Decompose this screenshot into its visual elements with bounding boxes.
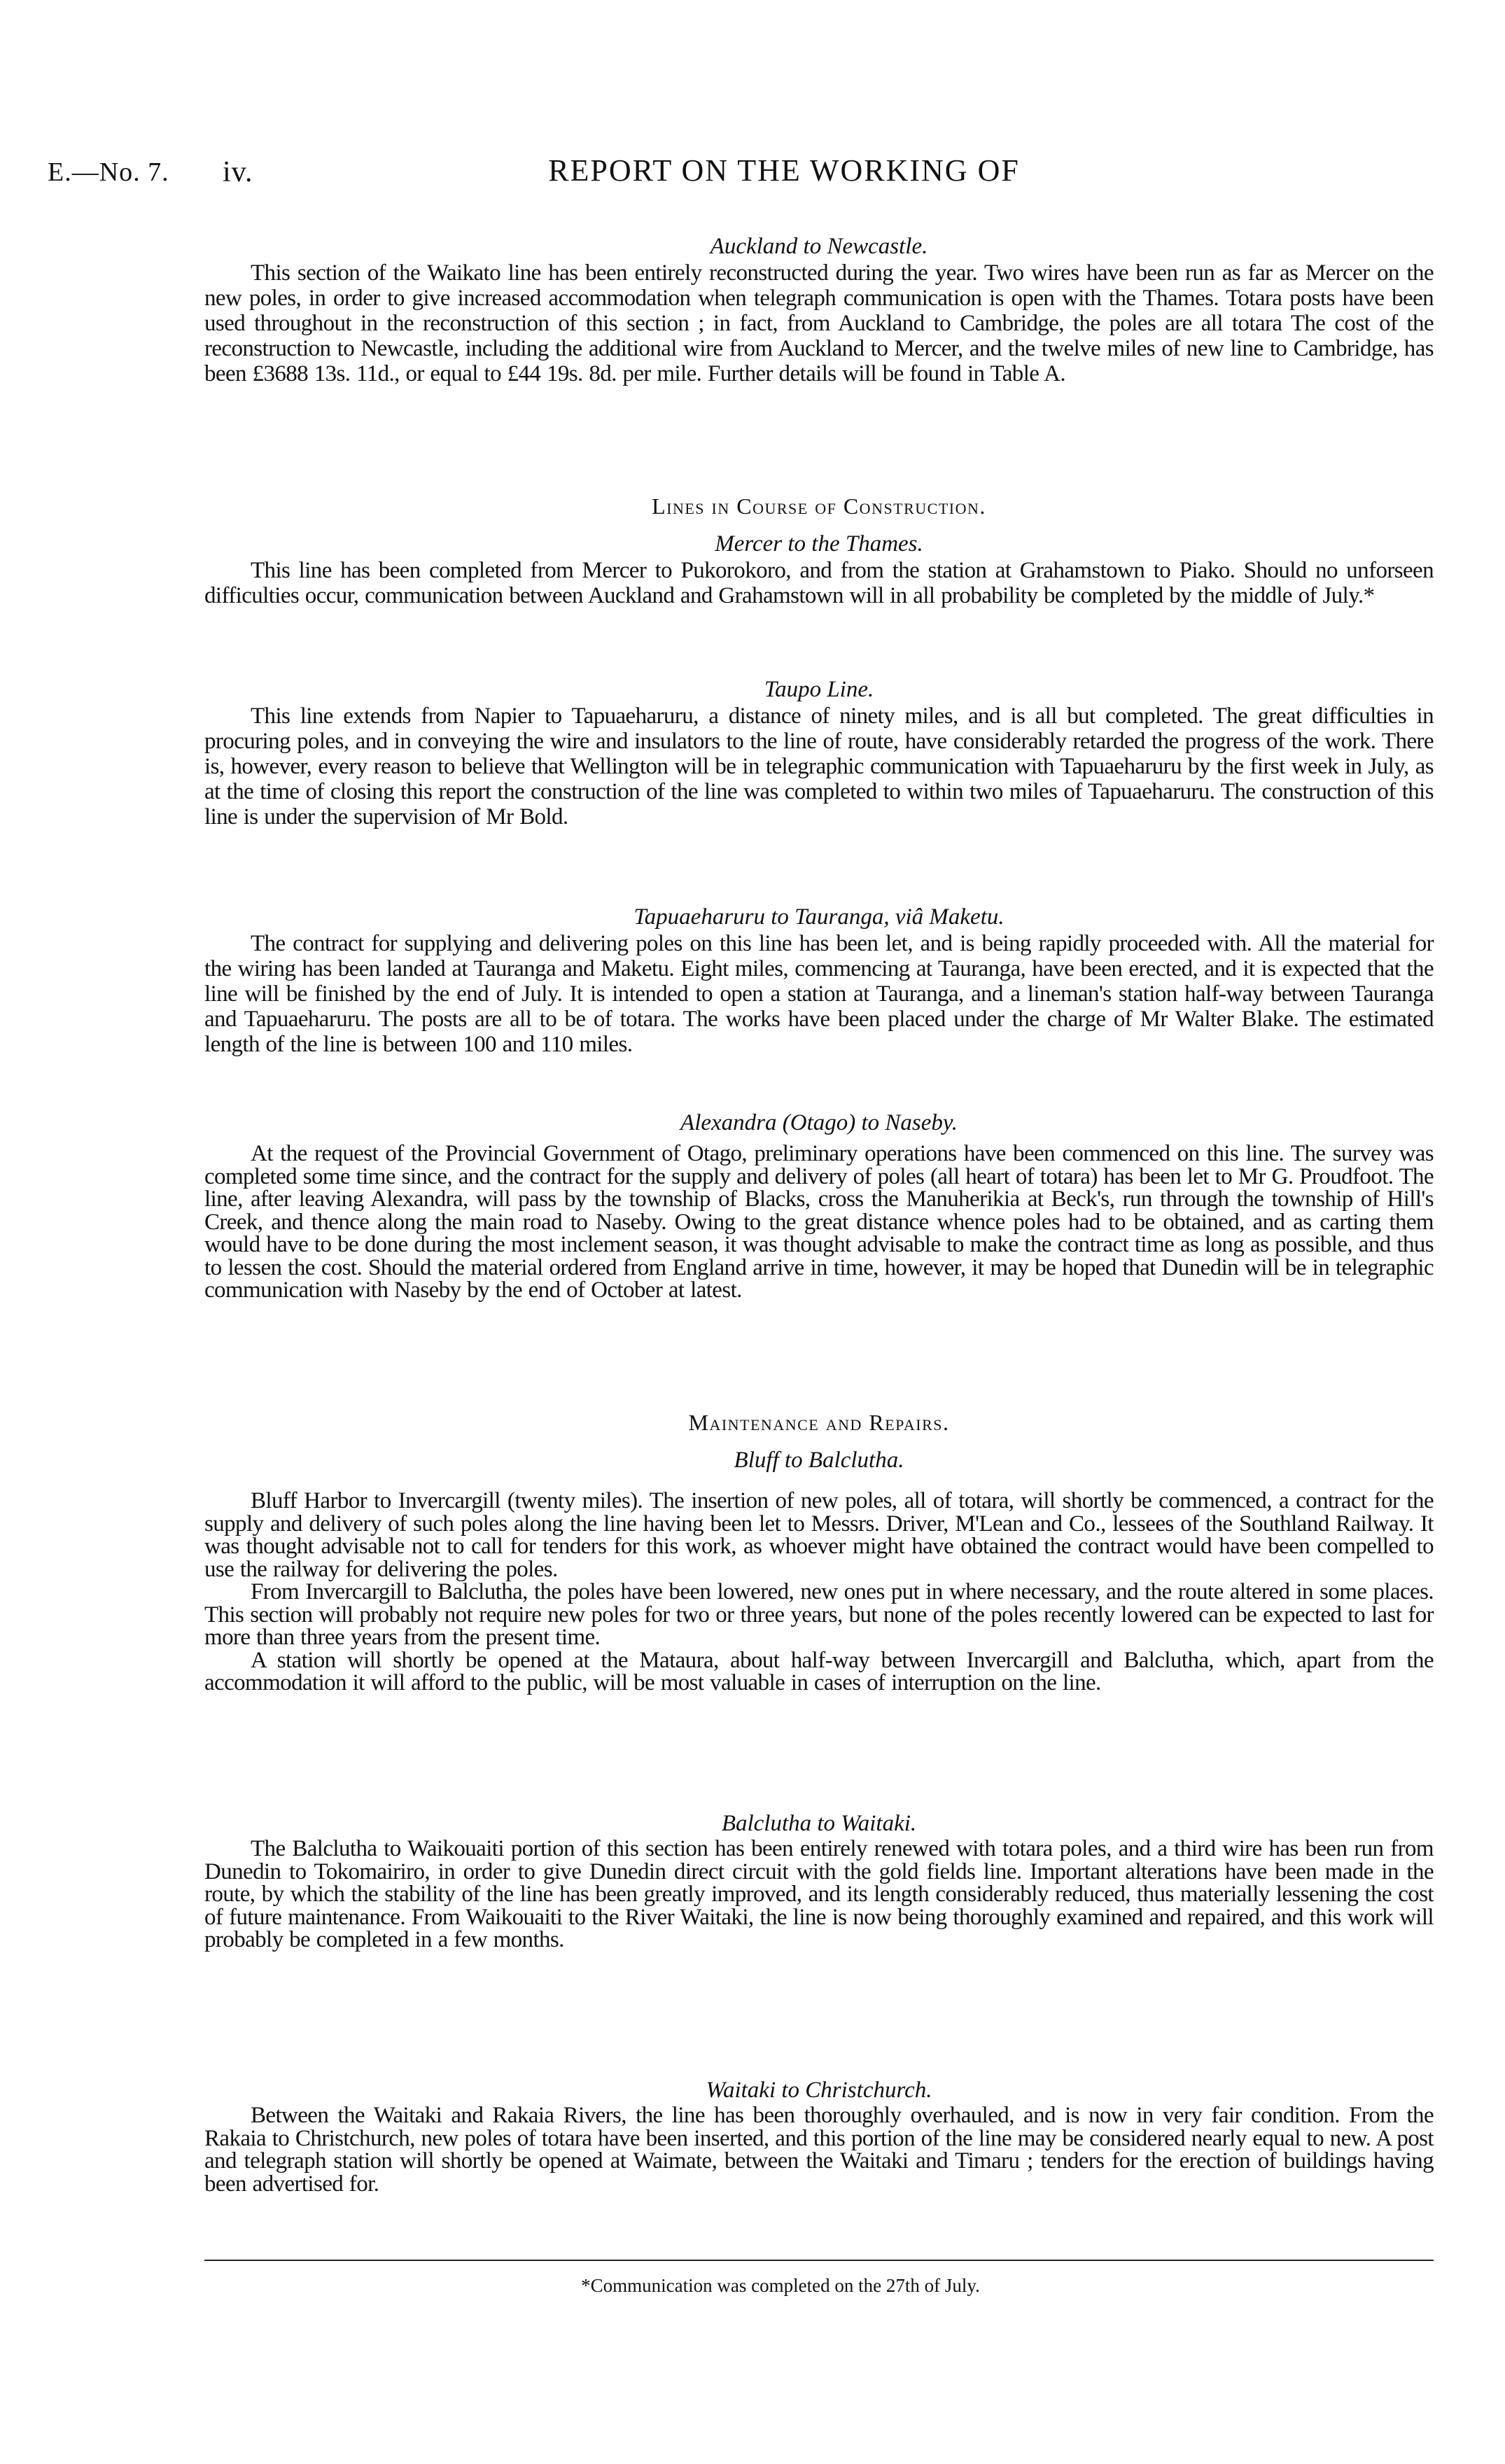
paragraph: At the request of the Provincial Government of Otago, preliminary operations have been commenced on this line. The survey was completed some time since, and the contract for the supply and delivery of poles (all heart of totara) has been let to Mr G. Proudfoot. The line, after leaving Alexandra, will pass by the township of Blacks, cross the Manuherikia at Beck's, run through the township of Hill's Creek, and thence along the main road to Naseby. Owing to the great distance whence poles had to be obtained, and as carting them would have to be done during the most inclement season, it was thought advisable to make the contract time as long as possible, and thus to lessen the cost. Should the material ordered from England arrive in time, however, it may be hoped that Dunedin will be in telegraphic communication with Naseby by the end of October at latest. [204,1141,1434,1303]
paragraph: The Balclutha to Waikouaiti portion of this section has been entirely renewed with totara poles, and a third wire has been run from Dunedin to Tokomairiro, in order to give Dunedin direct circuit with the gold fields line. Important alterations have been made in the route, by which the stability of the line has been greatly improved, and its length considerably reduced, thus materially lessening the cost of future maintenance. From Waikouaiti to the River Waitaki, the line is now being thoroughly examined and repaired, and this work will probably be completed in a few months. [204,1836,1434,1952]
section-bluff-balclutha [204,1408,1434,1695]
section-balclutha-waitaki [204,1809,1434,1952]
section-mercer-thames [204,492,1434,608]
section-heading: Bluff to Balclutha. [734,1448,904,1473]
footnote-divider [204,2260,1434,2261]
paragraph: This section of the Waikato line has been entirely reconstructed during the year. Two wires have been run as far as Mercer on the new poles, in order to give increased accommodation when telegraph communication is open with the Thames. Totara posts have been used throughout in the reconstruction of this section ; in fact, from Auckland to Cambridge, the poles are all totara The cost of the reconstruction to Newcastle, including the additional wire from Auckland to Mercer, and the twelve miles of new line to Cambridge, has been £3688 13s. 11d., or equal to £44 19s. 8d. per mile. Further details will be found in Table A. [204,260,1434,386]
paragraph: A station will shortly be opened at the Mataura, about half-way between Invercargill and Balclutha, which, apart from the accommodation it will afford to the public, will be most valuable in cases of interruption on the line. [204,1647,1434,1695]
chapter-caption: Maintenance and Repairs. [688,1410,950,1435]
section-heading: Mercer to the Thames. [715,531,923,556]
page-title: REPORT ON THE WORKING OF [548,153,1020,188]
paragraph: Bluff Harbor to Invercargill (twenty miles). The insertion of new poles, all of totara, will shortly be commenced, a contract for the supply and delivery of such poles along the line having been let to Messrs. Driver, M'Lean and Co., lessees of the Southland Railway. It was thought advisable not to call for tenders for this work, as whoever might have obtained the contract would have been compelled to use the railway for delivering the poles. [204,1488,1434,1582]
paragraph: The contract for supplying and delivering poles on this line has been let, and is being rapidly proceeded with. All the material for the wiring has been landed at Tauranga and Maketu. Eight miles, commencing at Tauranga, have been erected, and it is expected that the line will be finished by the end of July. It is intended to open a station at Tauranga, and a lineman's station half-way between Tauranga and Tapuaeharuru. The posts are all to be of totara. The works have been placed under the charge of Mr Walter Blake. The estimated length of the line is between 100 and 110 miles. [204,931,1434,1057]
section-heading: Taupo Line. [764,677,874,702]
section-heading: Waitaki to Christchurch. [706,2078,932,2103]
section-heading: Tapuaeharuru to Tauranga, viâ Maketu. [634,904,1004,930]
paragraph: Between the Waitaki and Rakaia Rivers, the line has been thoroughly overhauled, and is now in very fair condition. From the Rakaia to Christchurch, new poles of totara have been inserted, and this portion of the line may be considered nearly equal to new. A post and telegraph station will shortly be opened at Waimate, between the Waitaki and Timaru ; tenders for the erection of buildings having been advertised for. [204,2103,1434,2197]
section-taupo-line [204,676,1434,830]
section-tapuaeharuru-tauranga [204,903,1434,1057]
section-heading: Balclutha to Waitaki. [721,1811,917,1836]
footnote: *Communication was completed on the 27th of July. [581,2275,980,2296]
page-number: iv. [223,156,253,188]
paragraph: This line extends from Napier to Tapuaeharuru, a distance of ninety miles, and is all but completed. The great difficulties in procuring poles, and in conveying the wire and insulators to the line of route, have considerably retarded the progress of the work. There is, however, every reason to believe that Wellington will be in telegraphic communication with Tapuaeharuru by the first week in July, as at the time of closing this report the construction of the line was completed to within two miles of Tapuaeharuru. The construction of this line is under the supervision of Mr Bold. [204,704,1434,830]
paragraph: This line has been completed from Mercer to Pukorokoro, and from the station at Grahamstown to Piako. Should no unforseen difficulties occur, communication between Auckland and Grahamstown will in all probability be completed by the middle of July.* [204,558,1434,608]
document-reference: E.—No. 7. [48,158,169,187]
chapter-caption: Lines in Course of Construction. [652,493,986,519]
paragraph: From Invercargill to Balclutha, the poles have been lowered, new ones put in where necessary, and the route altered in some places. This section will probably not require new poles for two or three years, but none of the poles recently lowered can be expected to last for more than three years from the present time. [204,1579,1434,1650]
section-heading: Alexandra (Otago) to Naseby. [680,1110,958,1135]
section-waitaki-christchurch [204,2076,1434,2195]
section-alexandra-naseby [204,1109,1434,1302]
section-auckland-newcastle [204,232,1434,386]
section-heading: Auckland to Newcastle. [710,234,928,259]
